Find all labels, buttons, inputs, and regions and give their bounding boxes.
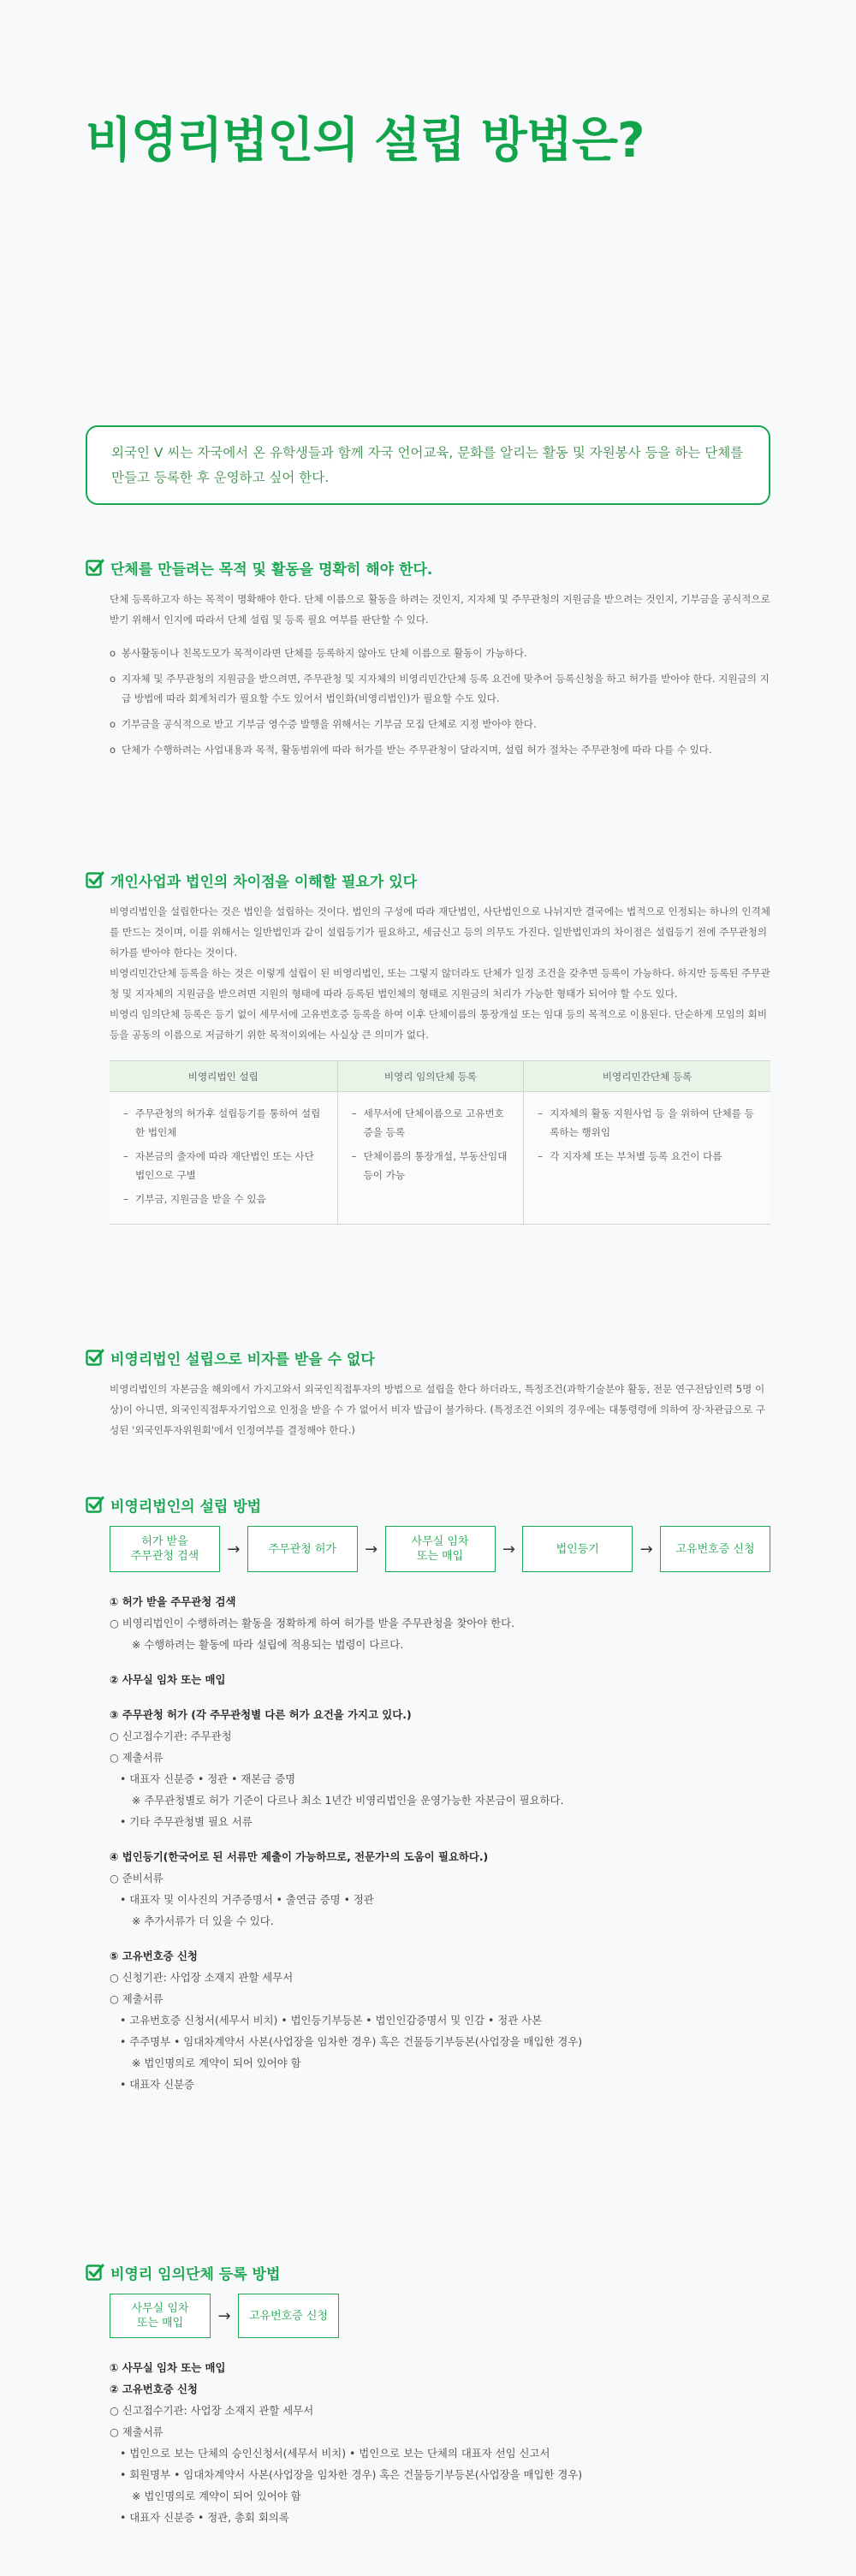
step-item: ○ 신고접수기관: 사업장 소재지 관할 세무서 xyxy=(110,2404,314,2417)
step-item: ○ 신고접수기관: 주무관청 xyxy=(110,1730,232,1742)
step-list xyxy=(110,1591,770,2095)
step-subitem: • 주주명부 • 임대차계약서 사본(사업장을 임차한 경우) 혹은 건물등기부등본(사업장을 매입한 경우) xyxy=(120,2035,583,2048)
flow-step: 허가 받을 주무관청 검색 xyxy=(110,1526,220,1572)
bullet-list xyxy=(110,644,770,760)
section-heading xyxy=(86,869,770,891)
arrow-icon: → xyxy=(227,1540,241,1558)
step-heading: ③ 주무관청 허가 (각 주무관청별 다른 허가 요건을 가지고 있다.) xyxy=(110,1708,412,1721)
flow-step: 사무실 임차 또는 매입 xyxy=(110,2294,211,2338)
process-flow xyxy=(110,2294,770,2338)
step-heading: ① 허가 받을 주무관청 검색 xyxy=(110,1595,236,1608)
step-item: ○ 신청기관: 사업장 소재지 관할 세무서 xyxy=(110,1971,294,1984)
section-heading xyxy=(86,2261,770,2283)
step-item: ○ 준비서류 xyxy=(110,1872,163,1885)
check-icon xyxy=(86,1348,104,1367)
table-cell: – 지자체의 활동 지원사업 등 을 위하여 단체를 등록하는 행위임 – 각 지자체 또는 부처별 등록 요건이 다름 xyxy=(524,1092,770,1225)
check-icon xyxy=(86,870,104,889)
section-difference xyxy=(86,869,770,1225)
arrow-icon: → xyxy=(365,1540,378,1558)
comparison-table xyxy=(110,1060,770,1225)
intro-box: 외국인 V 씨는 자국에서 온 유학생들과 함께 자국 언어교육, 문화를 알리는 활동 및 자원봉사 등을 하는 단체를 만들고 등록한 후 운영하고 싶어 한다. xyxy=(86,425,770,505)
flow-step: 주무관청 허가 xyxy=(247,1526,358,1572)
section-heading xyxy=(86,556,770,579)
step-heading: ② 고유번호증 신청 xyxy=(110,2383,198,2395)
section-title: 비영리 임의단체 등록 방법 xyxy=(110,2265,281,2283)
step-item: ○ 제출서류 xyxy=(110,1751,163,1764)
section-title: 비영리법인 설립으로 비자를 받을 수 없다 xyxy=(110,1350,375,1368)
step-note: ※ 주무관청별로 허가 기준이 다르나 최소 1년간 비영리법인을 운영가능한 자본금이 필요하다. xyxy=(132,1794,564,1807)
section-paragraph: 비영리법인의 자본금을 해외에서 가지고와서 외국인직접투자의 방법으로 설립을 한다 하더라도, 특정조건(과학기술분야 활동, 전문 연구전담인력 5명 이상)이 아니면, 외국인직접투자기업으로 인정을 받을 수 가 없어서 비자 발급이 불가하다. (특정조건 이외의 경우에는 대통령령에 의하여 장·차관급으로 구성된 '외국인투자위원회'에서 인정여부를 결정해야 한다.) xyxy=(110,1383,765,1436)
step-list xyxy=(110,2357,770,2528)
step-item: ○ 비영리법인이 수행하려는 활동을 정확하게 하여 허가를 받을 주무관청을 찾아야 한다. xyxy=(110,1617,515,1629)
list-item: o 단체가 수행하려는 사업내용과 목적, 활동범위에 따라 허가를 받는 주무관청이 달라지며, 설립 허가 절차는 주무관청에 따라 다를 수 있다. xyxy=(110,744,712,756)
table-header: 비영리민간단체 등록 xyxy=(524,1061,770,1092)
arrow-icon: → xyxy=(639,1540,653,1558)
section-corp-method xyxy=(86,1493,770,2095)
flow-step: 사무실 임차 또는 매입 xyxy=(385,1526,496,1572)
step-subitem: • 법인으로 보는 단체의 승인신청서(세무서 비치) • 법인으로 보는 단체의 대표자 선임 신고서 xyxy=(120,2447,550,2460)
step-note: ※ 추가서류가 더 있을 수 있다. xyxy=(132,1914,274,1927)
step-subitem: • 고유번호증 신청서(세무서 비치) • 법인등기부등본 • 법인인감증명서 및 인감 • 정관 사본 xyxy=(120,2014,543,2027)
step-item: ○ 제출서류 xyxy=(110,1992,163,2005)
step-note: ※ 수행하려는 활동에 따라 설립에 적용되는 법령이 다르다. xyxy=(132,1638,404,1651)
step-heading: ② 사무실 임차 또는 매입 xyxy=(110,1673,226,1686)
arrow-icon: → xyxy=(217,2306,231,2325)
flow-step: 법인등기 xyxy=(522,1526,633,1572)
flow-step: 고유번호증 신청 xyxy=(660,1526,770,1572)
check-icon xyxy=(86,1495,104,1514)
list-item: o 기부금을 공식적으로 받고 기부금 영수증 발행을 위해서는 기부금 모집 단체로 지정 받아야 한다. xyxy=(110,718,537,730)
step-subitem: • 대표자 신분증 xyxy=(120,2078,195,2091)
spacer xyxy=(110,1932,770,1945)
section-title: 개인사업과 법인의 차이점을 이해할 필요가 있다 xyxy=(110,873,418,891)
list-item: o 봉사활동이나 친목도모가 목적이라면 단체를 등록하지 않아도 단체 이름으로 활동이 가능하다. xyxy=(110,647,527,659)
spacer xyxy=(110,1690,770,1704)
table-cell: – 세무서에 단체이름으로 고유번호증을 등록 – 단체이름의 통장개설, 부동산임대등이 가능 xyxy=(337,1092,524,1225)
process-flow xyxy=(110,1526,770,1572)
arrow-icon: → xyxy=(502,1540,515,1558)
check-icon xyxy=(86,558,104,577)
section-assoc-method xyxy=(86,2261,770,2528)
spacer xyxy=(110,1832,770,1846)
spacer xyxy=(110,1655,770,1669)
section-heading xyxy=(86,1346,770,1368)
section-heading xyxy=(86,1493,770,1516)
step-heading: ① 사무실 임차 또는 매입 xyxy=(110,2361,226,2374)
section-title: 비영리법인의 설립 방법 xyxy=(110,1498,262,1516)
section-visa xyxy=(86,1346,770,1440)
step-subitem: • 기타 주무관청별 필요 서류 xyxy=(120,1815,253,1828)
step-subitem: • 대표자 신분증 • 정관 • 재본금 증명 xyxy=(120,1772,296,1785)
section-paragraph: 단체 등록하고자 하는 목적이 명확해야 한다. 단체 이름으로 활동을 하려는 것인지, 지자체 및 주무관청의 지원금을 받으려는 것인지, 기부금을 공식적으로 받기 위해서 인지에 따라서 단체 설립 및 등록 필요 여부를 판단할 수 있다. xyxy=(110,593,770,626)
step-subitem: • 대표자 신분증 • 정관, 총회 회의록 xyxy=(120,2511,289,2524)
step-note: ※ 법인명의로 계약이 되어 있어야 함 xyxy=(132,2490,301,2502)
page-title: 비영리법인의 설립 방법은? xyxy=(86,113,645,169)
step-note: ※ 법인명의로 계약이 되어 있어야 함 xyxy=(132,2057,301,2069)
step-subitem: • 대표자 및 이사진의 거주증명서 • 출연금 증명 • 정관 xyxy=(120,1893,374,1906)
table-cell: – 주무관청의 허가후 설립등기를 통하여 설립한 법인체 – 자본금의 출자에 따라 재단법인 또는 사단법인으로 구별 – 기부금, 지원금을 받을 수 있음 xyxy=(110,1092,337,1225)
section-title: 단체를 만들려는 목적 및 활동을 명확히 해야 한다. xyxy=(110,561,433,579)
step-heading: ⑤ 고유번호증 신청 xyxy=(110,1950,198,1962)
step-heading: ④ 법인등기(한국어로 된 서류만 제출이 가능하므로, 전문가¹의 도움이 필요하다.) xyxy=(110,1850,489,1863)
list-item: o 지자체 및 주무관청의 지원금을 받으려면, 주무관청 및 지자체의 비영리민간단체 등록 요건에 맞추어 등록신청을 하고 허가를 받아야 한다. 지원금의 지급 방법에 따라 회계처리가 필요할 수도 있어서 법인화(비영리법인)가 필요할 수도 있다. xyxy=(110,673,770,704)
table-header: 비영리 임의단체 등록 xyxy=(337,1061,524,1092)
step-item: ○ 제출서류 xyxy=(110,2425,163,2438)
table-header: 비영리법인 설립 xyxy=(110,1061,337,1092)
flow-step: 고유번호증 신청 xyxy=(238,2294,339,2338)
check-icon xyxy=(86,2263,104,2282)
section-paragraph: 비영리법인을 설립한다는 것은 법인을 설립하는 것이다. 법인의 구성에 따라 재단법인, 사단법인으로 나뉘지만 결국에는 법적으로 인정되는 하나의 인격체를 만드는 것이며, 이를 위해서는 일반법인과 같이 설립등기가 필요하고, 세금신고 등의 의무도 가진다. 일반법인과의 차이점은 설립등기 전에 주무관청의 허가를 받아야 한다는 것이다. 비영리민간단체 등록을 하는 것은 이렇게 설립이 된 비영리법인, 또는 그렇지 않더라도 단체가 일정 조건을 갖추면 등록이 가능하다. 하지만 등록된 주무관청 및 지자체의 지원금을 받으려면 지원의 형태에 따라 등록된 법인체의 형태로 지원금의 처리가 가능한 형태가 되어야 할 수도 있다. 비영리 임의단체 등록은 등기 없이 세무서에 고유번호증 등록을 하여 이후 단체이름의 통장개설 또는 임대 등의 목적으로 이용된다. 단순하게 모임의 회비 등을 공동의 이름으로 저금하기 위한 목적이외에는 사실상 큰 의미가 없다. xyxy=(110,905,770,1041)
section-purpose xyxy=(86,556,770,760)
step-subitem: • 회원명부 • 임대차계약서 사본(사업장을 임차한 경우) 혹은 건물등기부등본(사업장을 매입한 경우) xyxy=(120,2468,583,2481)
